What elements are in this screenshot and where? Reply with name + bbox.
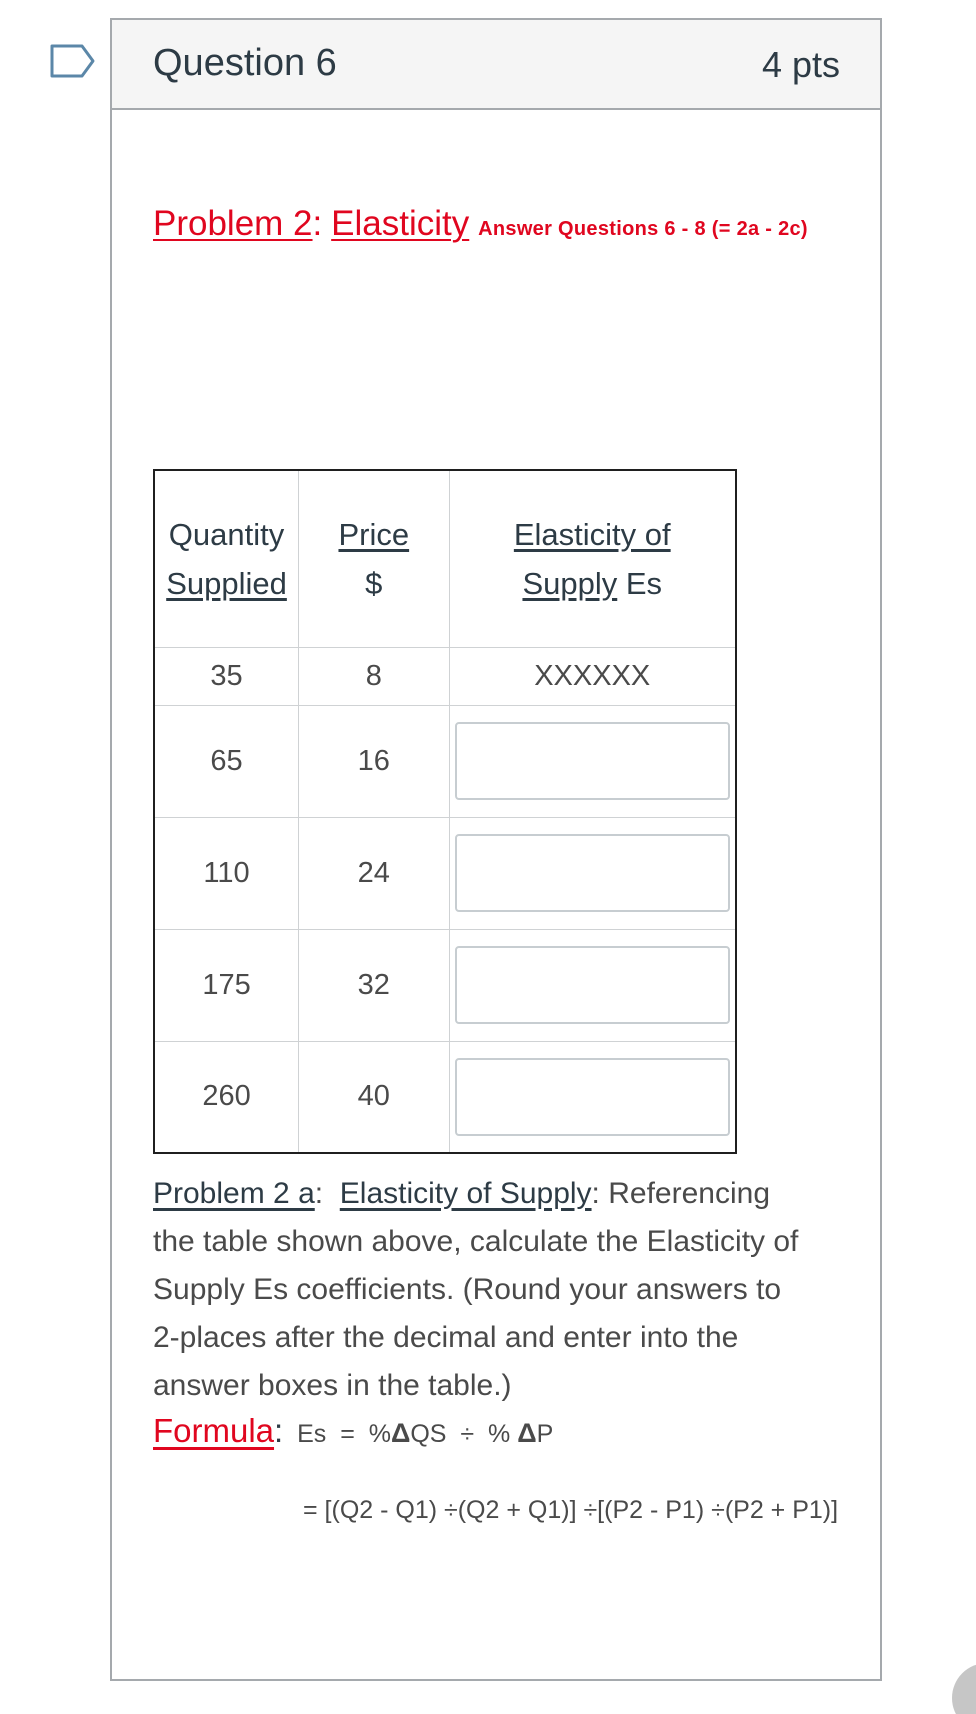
cell-es xyxy=(449,929,736,1041)
header-price-line1: Price xyxy=(338,516,410,552)
cell-price: 40 xyxy=(299,1041,449,1153)
problem-2a-label: Problem 2 a xyxy=(153,1177,315,1210)
scroll-to-top-button[interactable] xyxy=(952,1663,976,1714)
formula-colon: : xyxy=(274,1412,284,1449)
es-answer-input-2[interactable] xyxy=(455,834,730,912)
cell-price: 24 xyxy=(299,817,449,929)
cell-es xyxy=(449,817,736,929)
question-card xyxy=(110,18,882,1681)
cell-quantity: 175 xyxy=(154,929,299,1041)
cell-quantity: 110 xyxy=(154,817,299,929)
table-row xyxy=(154,929,736,1041)
es-answer-input-3[interactable] xyxy=(455,946,730,1024)
problem-colon: : xyxy=(312,204,323,243)
problem-2a-colon2: : xyxy=(591,1177,600,1210)
table-row xyxy=(154,647,736,705)
formula-eq: = xyxy=(340,1420,355,1448)
cell-price: 8 xyxy=(299,647,449,705)
header-es-line1: Elasticity of xyxy=(513,516,671,552)
es-answer-input-4[interactable] xyxy=(455,1058,730,1136)
header-es-line2-underlined: Supply xyxy=(522,565,618,601)
cell-es-placeholder: XXXXXX xyxy=(449,647,736,705)
table-row xyxy=(154,1041,736,1153)
header-price xyxy=(299,470,449,647)
problem-heading xyxy=(153,194,873,261)
problem-2a-body: Referencing the table shown above, calculate the Elasticity of Supply Es coefficients. (Round your answers to 2-places after the decimal and enter into the answer boxes in the table.) xyxy=(153,1177,799,1402)
header-price-line2: $ xyxy=(365,565,383,601)
header-elasticity xyxy=(449,470,736,647)
problem-instruction: Answer Questions 6 - 8 (= 2a - 2c) xyxy=(478,218,808,240)
formula-pct2: % xyxy=(488,1420,511,1448)
problem-label: Problem 2 xyxy=(153,204,313,243)
table-row xyxy=(154,705,736,817)
formula-line xyxy=(153,1412,553,1450)
delta-icon: Δ xyxy=(390,1418,411,1448)
formula-pct1: % xyxy=(368,1420,391,1448)
problem-2a-topic: Elasticity of Supply xyxy=(339,1177,592,1210)
cell-quantity: 35 xyxy=(154,647,299,705)
question-title: Question 6 xyxy=(153,42,337,84)
cell-es xyxy=(449,705,736,817)
cell-quantity: 65 xyxy=(154,705,299,817)
divide-icon: ÷ xyxy=(460,1420,475,1448)
delta-icon: Δ xyxy=(517,1418,537,1448)
cell-quantity: 260 xyxy=(154,1041,299,1153)
formula-qs: QS xyxy=(410,1420,447,1448)
problem-2a-section xyxy=(153,1170,803,1410)
header-quantity-line1: Quantity xyxy=(168,516,285,552)
cell-es xyxy=(449,1041,736,1153)
es-answer-input-1[interactable] xyxy=(455,722,730,800)
cell-price: 32 xyxy=(299,929,449,1041)
table-header-row xyxy=(154,470,736,647)
header-quantity-line2: Supplied xyxy=(166,565,287,601)
bookmark-icon[interactable] xyxy=(50,44,96,78)
question-header xyxy=(112,20,880,110)
question-points: 4 pts xyxy=(761,44,840,85)
problem-2a-colon1: : xyxy=(314,1177,324,1210)
formula-es: Es xyxy=(297,1420,327,1448)
formula-p: P xyxy=(536,1420,554,1448)
table-row xyxy=(154,817,736,929)
elasticity-table xyxy=(153,469,737,1154)
formula-expanded: = [(Q2 - Q1) ÷(Q2 + Q1)] ÷[(P2 - P1) ÷(P2 + P1)] xyxy=(303,1496,839,1524)
header-quantity-supplied xyxy=(154,470,299,647)
header-es-line2-rest: Es xyxy=(617,565,663,601)
formula-label: Formula xyxy=(153,1412,275,1449)
cell-price: 16 xyxy=(299,705,449,817)
problem-topic: Elasticity xyxy=(331,204,470,243)
